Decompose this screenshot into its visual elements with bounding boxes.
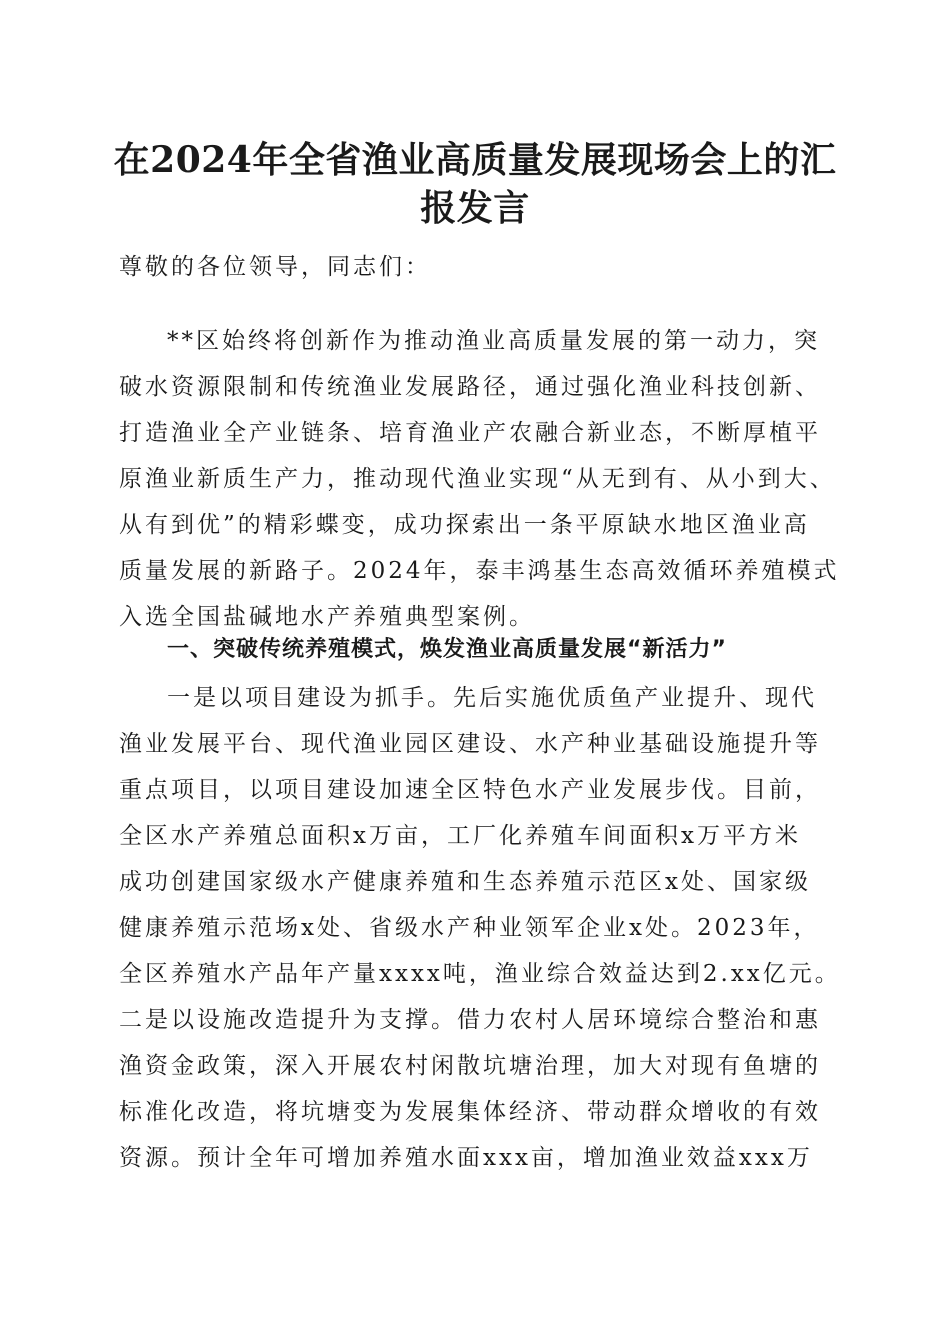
body-line: 破水资源限制和传统渔业发展路径，通过强化渔业科技创新、 [119, 374, 821, 400]
salutation: 尊敬的各位领导，同志们： [119, 254, 431, 280]
body-line: 一是以项目建设为抓手。先后实施优质鱼产业提升、现代 [167, 685, 817, 711]
document-title [80, 136, 870, 232]
body-line: 全区水产养殖总面积x万亩，工厂化养殖车间面积x万平方米 [119, 823, 801, 849]
body-line: **区始终将创新作为推动渔业高质量发展的第一动力，突 [167, 328, 820, 354]
body-line: 渔资金政策，深入开展农村闲散坑塘治理，加大对现有鱼塘的 [119, 1053, 821, 1079]
section-heading-1: 一、突破传统养殖模式，焕发渔业高质量发展“新活力” [167, 637, 727, 662]
body-line: 资源。预计全年可增加养殖水面xxx亩，增加渔业效益xxx万 [119, 1145, 813, 1171]
body-line: 入选全国盐碱地水产养殖典型案例。 [119, 604, 535, 630]
body-line: 质量发展的新路子。2024年，泰丰鸿基生态高效循环养殖模式 [119, 558, 840, 584]
title-line-2: 报发言 [420, 187, 530, 229]
body-line: 渔业发展平台、现代渔业园区建设、水产种业基础设施提升等 [119, 731, 821, 757]
body-line: 原渔业新质生产力，推动现代渔业实现“从无到有、从小到大、 [119, 466, 836, 492]
body-line: 二是以设施改造提升为支撑。借力农村人居环境综合整治和惠 [119, 1007, 821, 1033]
body-line: 从有到优”的精彩蝶变，成功探索出一条平原缺水地区渔业高 [119, 512, 810, 538]
title-line-1: 在2024年全省渔业高质量发展现场会上的汇 [113, 139, 837, 181]
body-line: 成功创建国家级水产健康养殖和生态养殖示范区x处、国家级 [119, 869, 811, 895]
body-line: 标准化改造，将坑塘变为发展集体经济、带动群众增收的有效 [119, 1099, 821, 1125]
body-line: 重点项目，以项目建设加速全区特色水产业发展步伐。目前， [119, 777, 821, 803]
body-line: 全区养殖水产品年产量xxxx吨，渔业综合效益达到2.xx亿元。 [119, 961, 841, 987]
body-line: 打造渔业全产业链条、培育渔业产农融合新业态，不断厚植平 [119, 420, 821, 446]
body-line: 健康养殖示范场x处、省级水产种业领军企业x处。2023年， [119, 915, 820, 941]
